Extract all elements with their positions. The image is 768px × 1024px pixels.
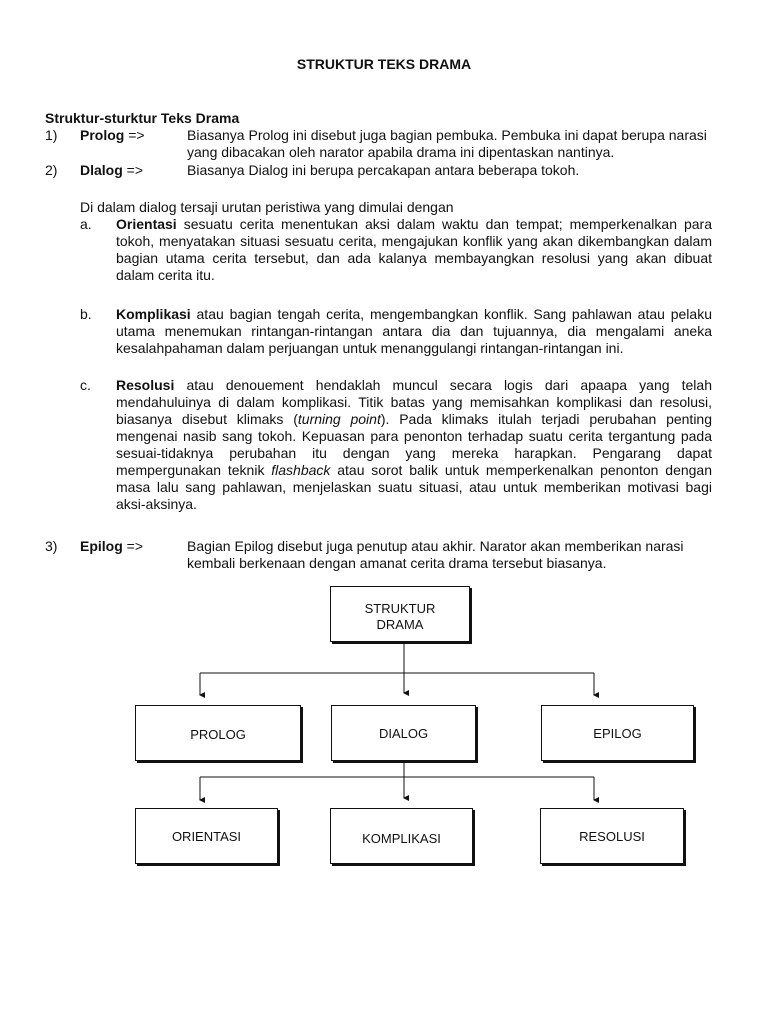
item-term: Prolog => <box>80 127 145 143</box>
item-number: 3) <box>45 538 58 554</box>
subitem-text: Komplikasi atau bagian tengah cerita, mengembangkan konflik. Sang pahlawan atau pelaku utama menemukan rintangan-rintangan antara dia dan tujuannya, dia mengalami aneka kesalahpahaman dalam perjuangan untuk menanggulangi rintangan-rintangan ini. <box>116 306 712 356</box>
subitem-letter: b. <box>80 306 92 322</box>
item-description: Bagian Epilog disebut juga penutup atau akhir. Narator akan memberikan narasi kembali berkenaan dengan amanat cerita drama tersebut biasanya. <box>187 538 684 571</box>
subitem-text: Orientasi sesuatu cerita menentukan aksi dalam waktu dan tempat; memperkenalkan para tokoh, menyatakan situasi sesuatu cerita, mengajukan konflik yang akan dikembangkan dalam bagian utama cerita tersebut, dan ada kalanya membayangkan resolusi yang akan dibuat dalam cerita itu. <box>116 216 712 283</box>
diagram-box-epilog: EPILOG <box>541 705 694 761</box>
item-description: Biasanya Dialog ini berupa percakapan antara beberapa tokoh. <box>187 162 580 178</box>
item-description: Biasanya Prolog ini disebut juga bagian pembuka. Pembuka ini dapat berupa narasi yang dibacakan oleh narator apabila drama ini dipentaskan nantinya. <box>187 127 707 160</box>
diagram-box-resolusi: RESOLUSI <box>540 808 684 864</box>
diagram-box-root: STRUKTUR DRAMA <box>330 586 470 642</box>
diagram-box-dialog: DIALOG <box>331 705 476 761</box>
diagram-box-prolog: PROLOG <box>135 705 301 761</box>
subitem-letter: c. <box>80 377 91 393</box>
document-title: STRUKTUR TEKS DRAMA <box>296 56 472 72</box>
subitem-letter: a. <box>80 216 92 232</box>
section-heading: Struktur-sturktur Teks Drama <box>45 110 240 126</box>
subitem-text: Resolusi atau denouement hendaklah muncul secara logis dari apaapa yang telah mendahuluinya di dalam komplikasi. Titik batas yang memisahkan komplikasi dan resolusi, biasanya disebut klimaks (turning point). Pada klimaks itulah terjadi perubahan penting mengenai nasib sang tokoh. Kepuasan para penonton terhadap suatu cerita tergantung pada sesuai-tidaknya perubahan itu dengan yang mereka harapkan. Pengarang dapat mempergunakan teknik flashback atau sorot balik untuk memperkenalkan penonton dengan masa lalu sang pahlawan, menjelaskan suatu situasi, atau untuk memberikan motivasi bagi aksi-aksinya. <box>116 377 712 512</box>
item-number: 2) <box>45 162 58 178</box>
item-term: Dlalog => <box>80 162 144 178</box>
item-term: Epilog => <box>80 538 144 554</box>
diagram-box-komplikasi: KOMPLIKASI <box>330 808 473 864</box>
diagram-box-orientasi: ORIENTASI <box>135 808 278 864</box>
intro-text: Di dalam dialog tersaji urutan peristiwa yang dimulai dengan <box>80 199 454 215</box>
item-number: 1) <box>45 127 58 143</box>
